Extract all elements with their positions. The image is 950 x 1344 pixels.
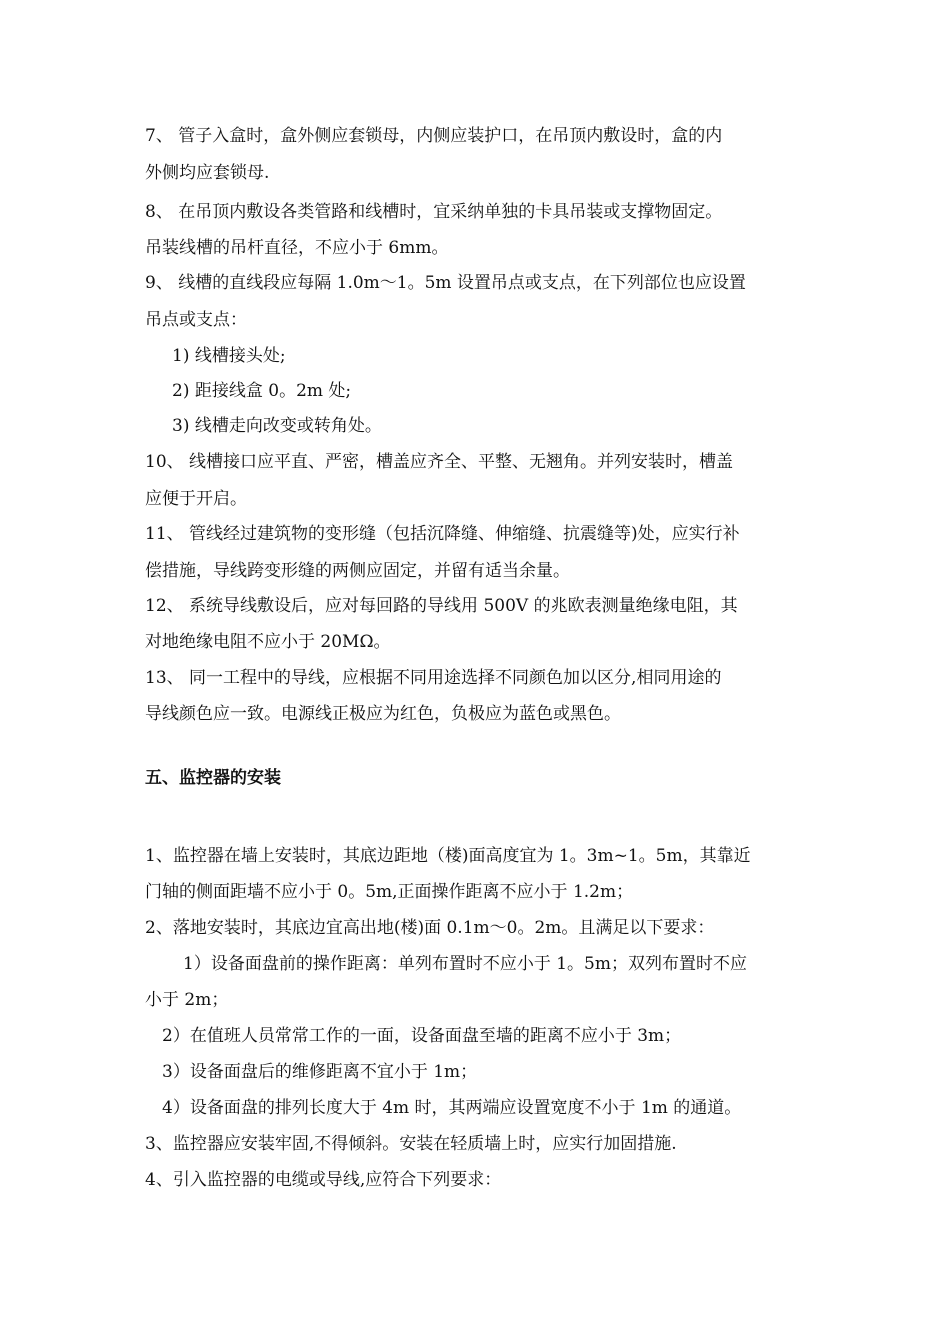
text-line: 门轴的侧面距墙不应小于 0。5m,正面操作距离不应小于 1.2m； [145,882,634,902]
section-heading: 五、监控器的安装 [145,768,281,788]
text-line: 3）设备面盘后的维修距离不宜小于 1m； [162,1062,478,1082]
text-line: 对地绝缘电阻不应小于 20MΩ。 [145,632,391,652]
text-line: 11、 管线经过建筑物的变形缝（包括沉降缝、伸缩缝、抗震缝等)处，应实行补 [145,524,740,544]
text-line: 吊装线槽的吊杆直径，不应小于 6mm。 [145,238,449,258]
text-line: 1）设备面盘前的操作距离：单列布置时不应小于 1。5m；双列布置时不应 [183,954,747,974]
text-line: 1、监控器在墙上安装时，其底边距地（楼)面高度宜为 1。3m~1。5m，其靠近 [145,846,751,866]
text-line: 9、 线槽的直线段应每隔 1.0m～1。5m 设置吊点或支点，在下列部位也应设置 [145,273,746,293]
text-line: 4）设备面盘的排列长度大于 4m 时，其两端应设置宽度不小于 1m 的通道。 [162,1098,742,1118]
text-line: 吊点或支点： [145,310,247,330]
text-line: 2) 距接线盒 0。2m 处; [172,381,352,401]
text-line: 8、 在吊顶内敷设各类管路和线槽时，宜采纳单独的卡具吊装或支撑物固定。 [145,202,723,222]
text-line: 10、 线槽接口应平直、严密，槽盖应齐全、平整、无翘角。并列安装时，槽盖 [145,452,734,472]
text-line: 13、 同一工程中的导线，应根据不同用途选择不同颜色加以区分,相同用途的 [145,668,722,688]
text-line: 1) 线槽接头处; [172,346,286,366]
text-line: 外侧均应套锁母. [145,163,270,183]
text-line: 3、监控器应安装牢固,不得倾斜。安装在轻质墙上时，应实行加固措施. [145,1134,677,1154]
text-line: 4、引入监控器的电缆或导线,应符合下列要求： [145,1170,502,1190]
text-line: 小于 2m； [145,990,229,1010]
text-line: 偿措施，导线跨变形缝的两侧应固定，并留有适当余量。 [145,561,570,581]
text-line: 12、 系统导线敷设后，应对每回路的导线用 500V 的兆欧表测量绝缘电阻，其 [145,596,738,616]
text-line: 3) 线槽走向改变或转角处。 [172,416,382,436]
text-line: 导线颜色应一致。电源线正极应为红色，负极应为蓝色或黑色。 [145,704,621,724]
text-line: 7、 管子入盒时，盒外侧应套锁母，内侧应装护口，在吊顶内敷设时，盒的内 [145,126,723,146]
text-line: 2、落地安装时，其底边宜高出地(楼)面 0.1m～0。2m。且满足以下要求： [145,918,715,938]
text-line: 应便于开启。 [145,489,247,509]
text-line: 2）在值班人员常常工作的一面，设备面盘至墙的距离不应小于 3m； [162,1026,682,1046]
